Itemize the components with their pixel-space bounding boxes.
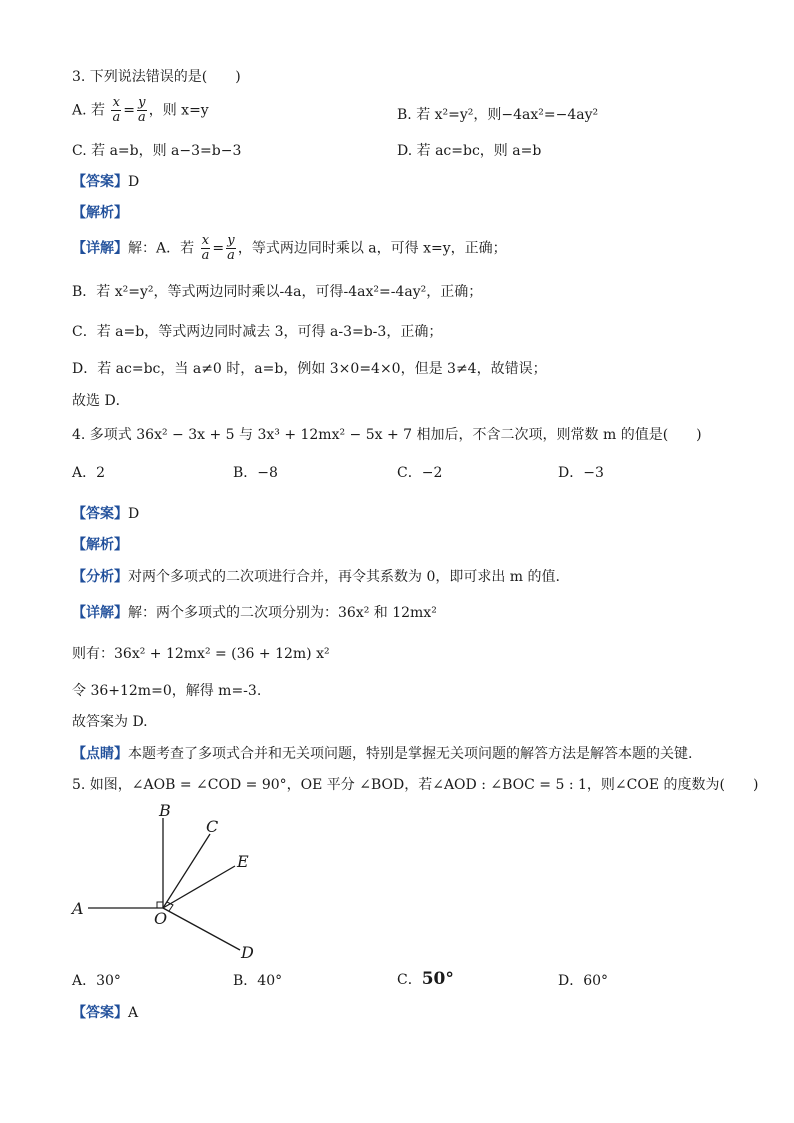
- ray-oc: [163, 834, 210, 908]
- q3-option-d: D. 若 ac=bc，则 a=b: [397, 143, 542, 159]
- q5-answer: 【答案】A: [72, 1005, 139, 1021]
- q3-detail-d: D．若 ac=bc，当 a≠0 时，a=b，例如 3×0=4×0，但是 3≠4，故错误；: [72, 361, 547, 377]
- q4-option-d: D．−3: [558, 465, 604, 481]
- q4-answer: 【答案】D: [72, 506, 140, 522]
- q4-conclusion: 故答案为 D.: [72, 714, 148, 730]
- q4-stem: 4. 多项式 36x² − 3x + 5 与 3x³ + 12mx² − 5x + 7 相加后，不含二次项，则常数 m 的值是( ): [72, 427, 702, 443]
- label-d: D: [241, 943, 254, 962]
- q3-option-b: B. 若 x²=y²，则−4ax²=−4ay²: [397, 107, 599, 123]
- q4-option-c: C．−2: [397, 465, 443, 481]
- q3-option-a-fraction-1: $\frac{x}{a}$: [112, 95, 121, 125]
- ray-oe: [163, 866, 235, 908]
- q4-answer-value: D: [128, 506, 140, 522]
- q3-option-a-fraction-2: $\frac{y}{a}$: [137, 95, 146, 125]
- q5-option-c-value: 50°: [421, 969, 454, 989]
- label-e: E: [237, 852, 249, 871]
- q3-option-a-prefix: A. 若: [72, 102, 106, 119]
- angle-figure: [60, 800, 300, 965]
- q4-option-b: B．−8: [233, 465, 278, 481]
- q4-then: 则有：36x² + 12mx² = (36 + 12m) x²: [72, 646, 330, 662]
- q5-option-b: B．40°: [233, 973, 283, 989]
- q3-detail-fraction-1: $\frac{x}{a}$: [201, 233, 210, 263]
- ray-od: [163, 908, 240, 950]
- q3-option-a-equals: =: [123, 102, 135, 119]
- label-b: B: [159, 801, 171, 820]
- q3-detail-c: C．若 a=b，等式两边同时减去 3，可得 a-3=b-3，正确；: [72, 324, 443, 340]
- q4-analysis-tag: 【解析】: [72, 537, 128, 553]
- q3-option-a: [72, 96, 209, 125]
- q4-fenxi: 【分析】对两个多项式的二次项进行合并，再令其系数为 0，即可求出 m 的值.: [72, 569, 560, 585]
- q4-detail: 【详解】解：两个多项式的二次项分别为：36x² 和 12mx²: [72, 605, 437, 621]
- q5-option-d: D．60°: [558, 973, 609, 989]
- label-c: C: [206, 817, 219, 836]
- right-angle-mark-aob: [157, 902, 163, 908]
- q3-answer: [72, 173, 139, 191]
- q5-option-c: C．50°: [397, 969, 454, 989]
- detail-tag: 【详解】: [72, 240, 128, 257]
- q3-answer-value: D: [128, 174, 140, 190]
- q5-option-a: A．30°: [72, 973, 121, 989]
- label-a: A: [72, 899, 84, 918]
- q3-analysis-tag: 【解析】: [72, 205, 128, 221]
- q5-answer-value: A: [128, 1005, 139, 1021]
- q4-solve: 令 36+12m=0，解得 m=-3.: [72, 683, 262, 699]
- q4-comment: 【点睛】本题考查了多项式合并和无关项问题，特别是掌握无关项问题的解答方法是解答本题的关键.: [72, 746, 693, 762]
- q3-option-c: C. 若 a=b，则 a−3=b−3: [72, 143, 242, 159]
- q3-conclusion: 故选 D．: [72, 393, 130, 409]
- answer-tag: 【答案】: [72, 174, 128, 190]
- label-o: O: [154, 909, 168, 928]
- q3-detail-fraction-2: $\frac{y}{a}$: [227, 233, 235, 263]
- q5-stem: 5. 如图，∠AOB = ∠COD = 90°，OE 平分 ∠BOD，若∠AOD : ∠BOC = 5 : 1，则∠COE 的度数为( ): [72, 777, 759, 793]
- q3-detail-b: B．若 x²=y²，等式两边同时乘以-4a，可得-4ax²=-4ay²，正确；: [72, 284, 483, 300]
- q4-option-a: A．2: [72, 465, 106, 481]
- q3-detail-a: 【详解】解：A．若 $\frac{x}{a}$ = $\frac{y}{a}$ ，等式两边同时乘以 a，可得 x=y，正确；: [72, 233, 507, 263]
- q3-option-a-suffix: ，则 x=y: [148, 102, 209, 119]
- q3-stem: 3. 下列说法错误的是( ): [72, 69, 241, 85]
